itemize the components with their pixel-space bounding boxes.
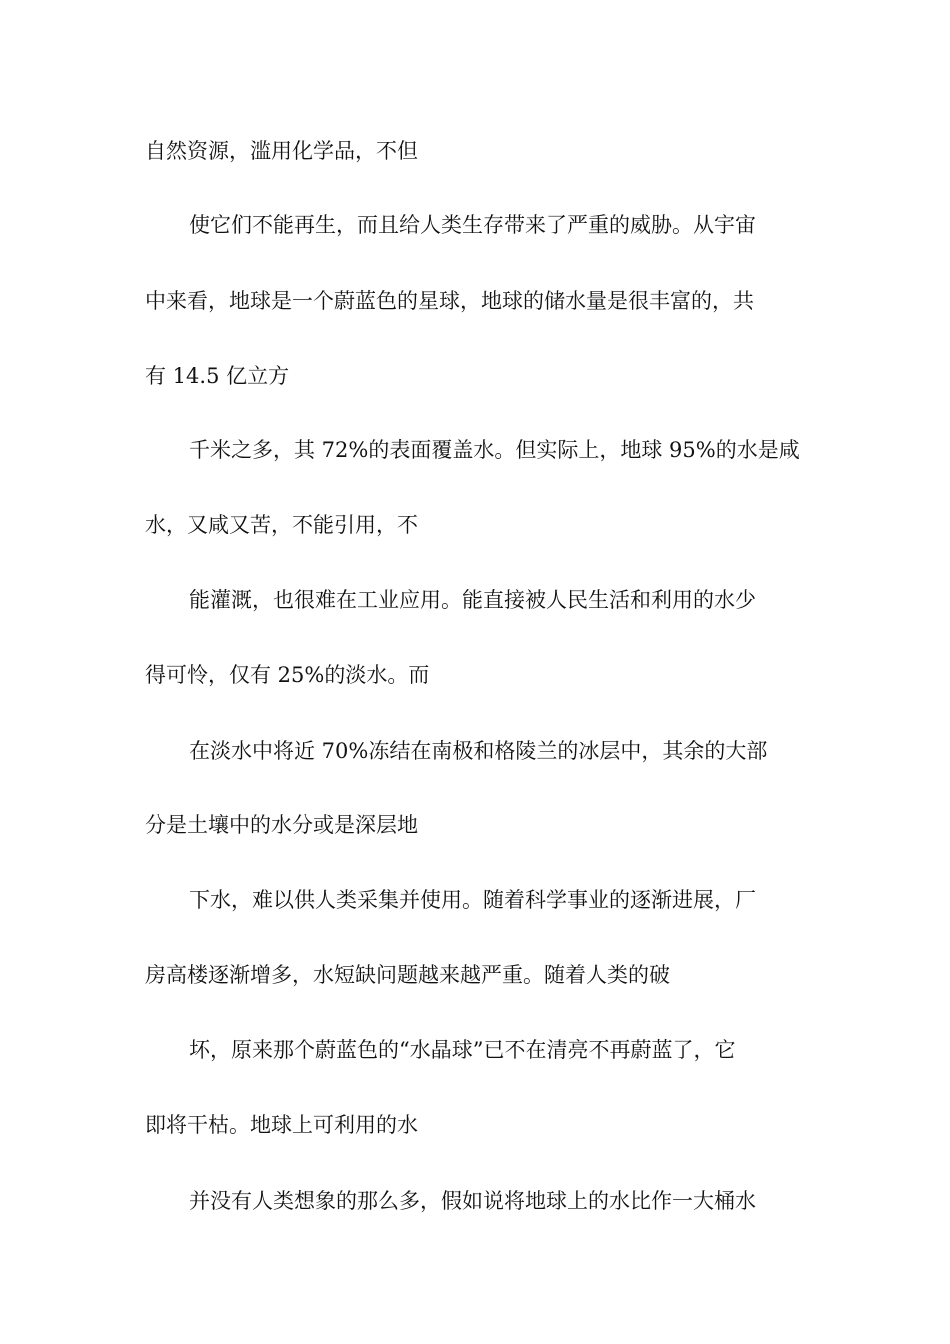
text-line-1: 自然资源，滥用化学品，不但 xyxy=(145,139,418,163)
text-line-15: 并没有人类想象的那么多，假如说将地球上的水比作一大桶水 xyxy=(189,1189,756,1213)
text-line-11: 下水，难以供人类采集并使用。随着科学事业的逐渐进展，厂 xyxy=(189,888,756,912)
text-line-3: 中来看，地球是一个蔚蓝色的星球，地球的储水量是很丰富的，共 xyxy=(145,289,754,313)
text-line-13: 坏，原来那个蔚蓝色的“水晶球”已不在清亮不再蔚蓝了，它 xyxy=(189,1038,736,1062)
text-line-4: 有 14.5 亿立方 xyxy=(145,364,290,388)
text-line-6: 水，又咸又苦，不能引用，不 xyxy=(145,513,418,537)
text-line-2: 使它们不能再生，而且给人类生存带来了严重的威胁。从宇宙 xyxy=(189,213,756,237)
text-line-10: 分是土壤中的水分或是深层地 xyxy=(145,813,418,837)
text-line-8: 得可怜，仅有 25%的淡水。而 xyxy=(145,663,430,687)
text-line-9: 在淡水中将近 70%冻结在南极和格陵兰的冰层中，其余的大部 xyxy=(189,739,768,763)
text-line-5: 千米之多，其 72%的表面覆盖水。但实际上，地球 95%的水是咸 xyxy=(189,438,800,462)
text-line-14: 即将干枯。地球上可利用的水 xyxy=(145,1113,418,1137)
text-line-7: 能灌溉，也很难在工业应用。能直接被人民生活和利用的水少 xyxy=(189,588,756,612)
text-line-12: 房高楼逐渐增多，水短缺问题越来越严重。随着人类的破 xyxy=(145,963,670,987)
